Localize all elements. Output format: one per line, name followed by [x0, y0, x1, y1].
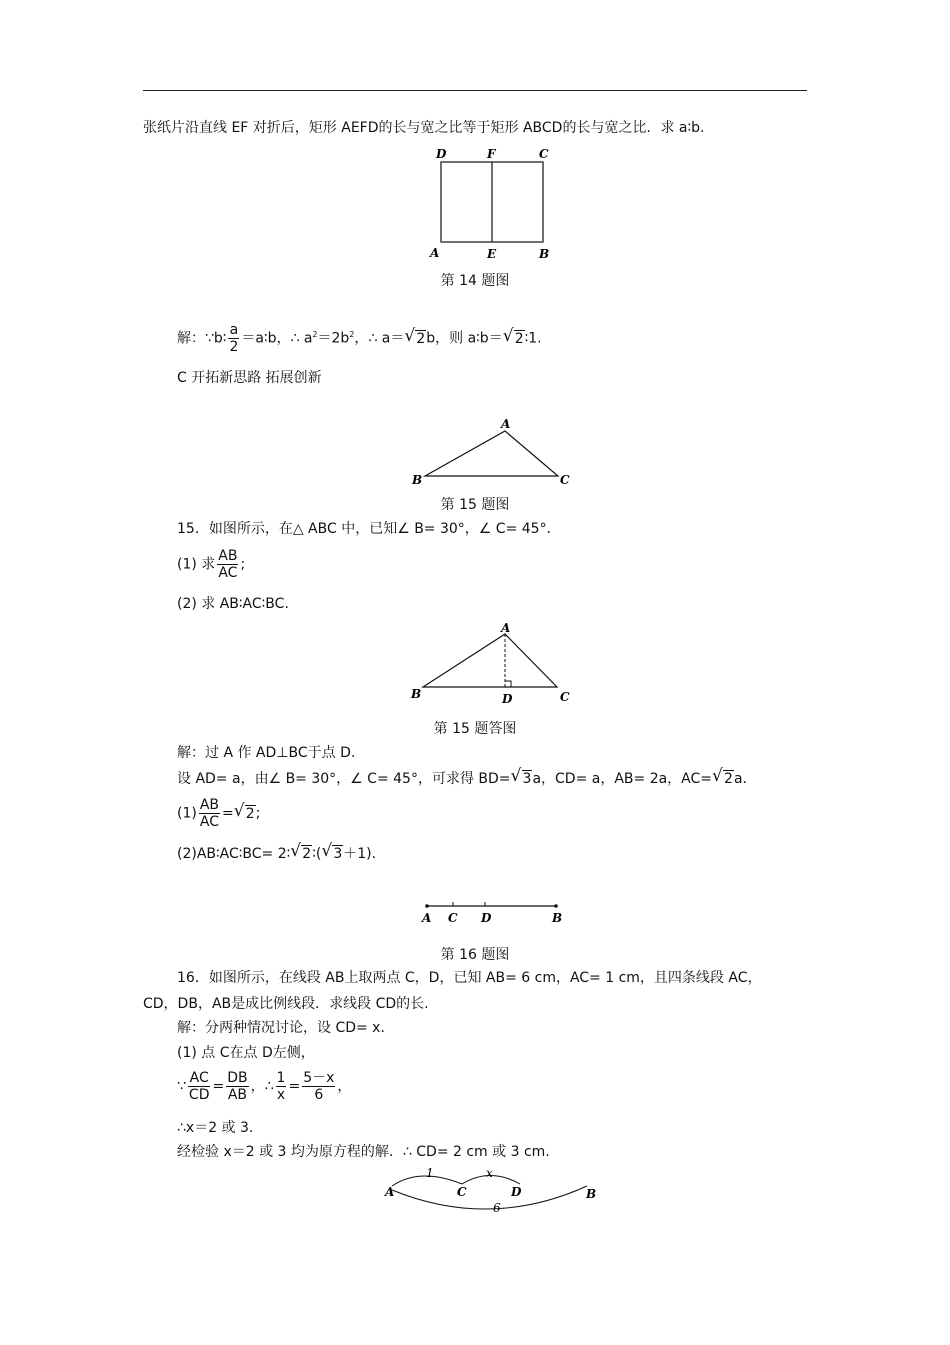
figure-15-answer-caption: 第 15 题答图	[433, 721, 517, 737]
solution-16-equation: ∵ $\frac{AC}{CD}$ = $\frac{DB}{AB}$ ，∴ $\frac{1}{x}$ = $\frac{5-x}{6}$ ，	[177, 1070, 352, 1103]
label-D: D	[502, 692, 513, 706]
label-A: A	[501, 417, 511, 431]
label-D: D	[511, 1185, 522, 1199]
solution-16-check: 经检验 x＝2 或 3 均为原方程的解．∴ CD= 2 cm 或 3 cm.	[177, 1144, 550, 1160]
label-B: B	[586, 1187, 597, 1201]
solution-15-line2: 设 AD= a，由∠ B= 30°，∠ C= 45°，可求得 BD=√ 3a，CD= a，AB= 2a，AC=√ 2a.	[177, 770, 747, 788]
solution-16-result: ∴x＝2 或 3.	[177, 1120, 254, 1136]
question-15-stem: 15．如图所示，在△ ABC 中，已知∠ B= 30°，∠ C= 45°．	[177, 521, 561, 537]
solution-16-case1: (1) 点 C在点 D左侧，	[177, 1045, 315, 1061]
figure-14-caption: 第 14 题图	[440, 273, 510, 289]
label-C: C	[457, 1185, 467, 1199]
label-B: B	[411, 687, 422, 701]
section-c-heading: C 开拓新思路 拓展创新	[177, 370, 322, 386]
label-A: A	[430, 246, 440, 260]
question-15-part1: (1) 求 $\frac{AB}{AC}$ ;	[177, 548, 246, 581]
question-16-line1: 16．如图所示，在线段 AB上取两点 C，D，已知 AB= 6 cm，AC= 1 cm，且四条线段 AC，	[177, 970, 762, 986]
label-D: D	[436, 147, 447, 161]
label-B: B	[412, 473, 423, 487]
figure-15-caption: 第 15 题图	[440, 497, 510, 513]
question-16-line2: CD，DB，AB是成比例线段．求线段 CD的长.	[143, 996, 429, 1012]
length-ab: 6	[493, 1201, 501, 1215]
label-A: A	[385, 1185, 395, 1199]
label-A: A	[422, 911, 432, 925]
solution-14: 解：∵b∶ $\frac{a}{2}$ ＝a∶b，∴ $a^2=2b^2$，∴ a＝√ 2b，则 a∶b＝√ 2∶1.	[177, 322, 542, 355]
solution-15-part2: (2)AB∶AC∶BC= 2∶√ 2∶(√ 3＋1).	[177, 845, 376, 863]
solution-15-part1: (1) $\frac{AB}{AC}$ =√ 2;	[177, 797, 260, 830]
label-B: B	[552, 911, 563, 925]
question-15-part2: (2) 求 AB∶AC∶BC.	[177, 596, 289, 612]
label-E: E	[487, 247, 497, 261]
label-A: A	[501, 621, 511, 635]
label-C: C	[448, 911, 458, 925]
label-D: D	[481, 911, 492, 925]
solution-16-intro: 解：分两种情况讨论，设 CD= x.	[177, 1020, 385, 1036]
length-ac: 1	[426, 1166, 434, 1180]
label-B: B	[539, 247, 550, 261]
figure-16-caption: 第 16 题图	[440, 947, 510, 963]
label-F: F	[487, 147, 496, 161]
label-C: C	[560, 690, 570, 704]
length-cd: x	[486, 1166, 493, 1180]
label-C: C	[539, 147, 549, 161]
solution-15-line1: 解：过 A 作 AD⊥BC于点 D.	[177, 745, 356, 761]
intro-text: 张纸片沿直线 EF 对折后，矩形 AEFD的长与宽之比等于矩形 ABCD的长与宽之比．求 a∶b.	[143, 120, 705, 136]
label-C: C	[560, 473, 570, 487]
